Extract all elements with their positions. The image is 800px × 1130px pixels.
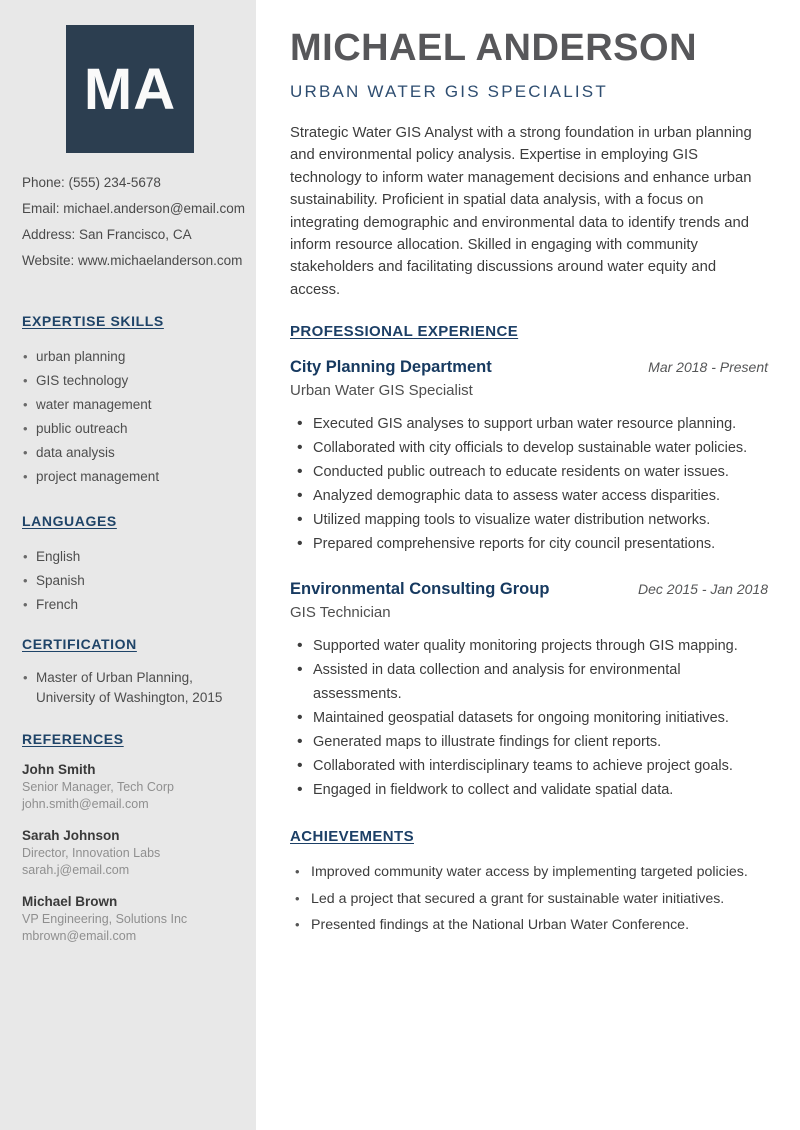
references-section-title: REFERENCES [22, 731, 124, 747]
achievements-section-title: ACHIEVEMENTS [290, 828, 414, 846]
reference-email: mbrown@email.com [22, 929, 137, 943]
reference-name: Michael Brown [22, 894, 118, 909]
skills-list [22, 345, 238, 489]
job-bullet-list [290, 634, 768, 802]
job-bullet: • Supported water quality monitoring projects through GIS mapping. [290, 634, 768, 658]
job-bullet: • Maintained geospatial datasets for ongoing monitoring initiatives. [290, 706, 768, 730]
contact-address: Address: San Francisco, CA [22, 227, 192, 242]
experience-entry-header [290, 357, 768, 377]
job-bullet: • Assisted in data collection and analysis for environmental assessments. [290, 658, 768, 706]
skill-item: • project management [22, 465, 238, 489]
reference-entry [22, 893, 238, 945]
language-item: • English [22, 545, 238, 569]
skill-item: • GIS technology [22, 369, 238, 393]
experience-entry [290, 579, 768, 802]
certification-item: • Master of Urban Planning, University of Washington, 2015 [22, 668, 238, 707]
job-bullet: • Engaged in fieldwork to collect and validate spatial data. [290, 778, 768, 802]
reference-name: Sarah Johnson [22, 828, 120, 843]
achievement-item: • Led a project that secured a grant for sustainable water initiatives. [290, 886, 768, 913]
skills-section-title: EXPERTISE SKILLS [22, 313, 164, 329]
sidebar [0, 0, 256, 1130]
certification-section-title: CERTIFICATION [22, 636, 137, 652]
experience-section-title: PROFESSIONAL EXPERIENCE [290, 323, 519, 341]
skill-item: • public outreach [22, 417, 238, 441]
experience-entry-header [290, 579, 768, 599]
reference-role: VP Engineering, Solutions Inc [22, 912, 188, 926]
reference-email: john.smith@email.com [22, 797, 149, 811]
candidate-name: MICHAEL ANDERSON [290, 27, 698, 69]
contact-info [22, 170, 246, 274]
skill-item: • water management [22, 393, 238, 417]
language-item: • French [22, 593, 238, 617]
company-name: City Planning Department [290, 358, 492, 377]
reference-entry [22, 827, 238, 879]
job-role: Urban Water GIS Specialist [290, 382, 473, 400]
job-role: GIS Technician [290, 604, 391, 622]
experience-entry [290, 357, 768, 556]
job-bullet: • Utilized mapping tools to visualize water distribution networks. [290, 508, 768, 532]
job-bullet-list [290, 412, 768, 556]
monogram-initials: MA [83, 56, 177, 122]
company-name: Environmental Consulting Group [290, 580, 550, 599]
achievement-item: • Improved community water access by implementing targeted policies. [290, 859, 768, 886]
job-bullet: • Executed GIS analyses to support urban water resource planning. [290, 412, 768, 436]
achievements-list [290, 859, 768, 939]
job-bullet: • Conducted public outreach to educate residents on water issues. [290, 460, 768, 484]
professional-summary: Strategic Water GIS Analyst with a strong foundation in urban planning and environmental policy analysis. Expertise in employing GIS technology to inform water management decisions and enhance urban sustainability. Proficient in spatial data analysis, with a focus on integrating demographic and environmental data to identify trends and inform resource allocation. Skilled in engaging with community stakeholders and facilitating discussions around water equity and access. [290, 125, 752, 298]
contact-email: Email: michael.anderson@email.com [22, 201, 246, 216]
monogram-avatar [66, 25, 194, 153]
skill-item: • urban planning [22, 345, 238, 369]
reference-name: John Smith [22, 762, 96, 777]
language-item: • Spanish [22, 569, 238, 593]
contact-phone: Phone: (555) 234-5678 [22, 175, 161, 190]
reference-role: Director, Innovation Labs [22, 846, 161, 860]
candidate-headline: URBAN WATER GIS SPECIALIST [290, 82, 608, 101]
references-list [22, 761, 238, 945]
job-bullet: • Collaborated with interdisciplinary teams to achieve project goals. [290, 754, 768, 778]
employment-dates: Dec 2015 - Jan 2018 [638, 581, 768, 598]
job-bullet: • Prepared comprehensive reports for city council presentations. [290, 532, 768, 556]
skill-item: • data analysis [22, 441, 238, 465]
job-bullet: • Generated maps to illustrate findings for client reports. [290, 730, 768, 754]
reference-email: sarah.j@email.com [22, 863, 130, 877]
job-bullet: • Analyzed demographic data to assess water access disparities. [290, 484, 768, 508]
resume-main-column [256, 0, 800, 1130]
job-bullet: • Collaborated with city officials to develop sustainable water policies. [290, 436, 768, 460]
reference-role: Senior Manager, Tech Corp [22, 780, 174, 794]
languages-section-title: LANGUAGES [22, 513, 117, 529]
certification-list [22, 668, 238, 707]
reference-entry [22, 761, 238, 813]
achievement-item: • Presented findings at the National Urban Water Conference. [290, 912, 768, 939]
contact-website: Website: www.michaelanderson.com [22, 253, 243, 268]
employment-dates: Mar 2018 - Present [648, 359, 768, 376]
languages-list [22, 545, 238, 617]
